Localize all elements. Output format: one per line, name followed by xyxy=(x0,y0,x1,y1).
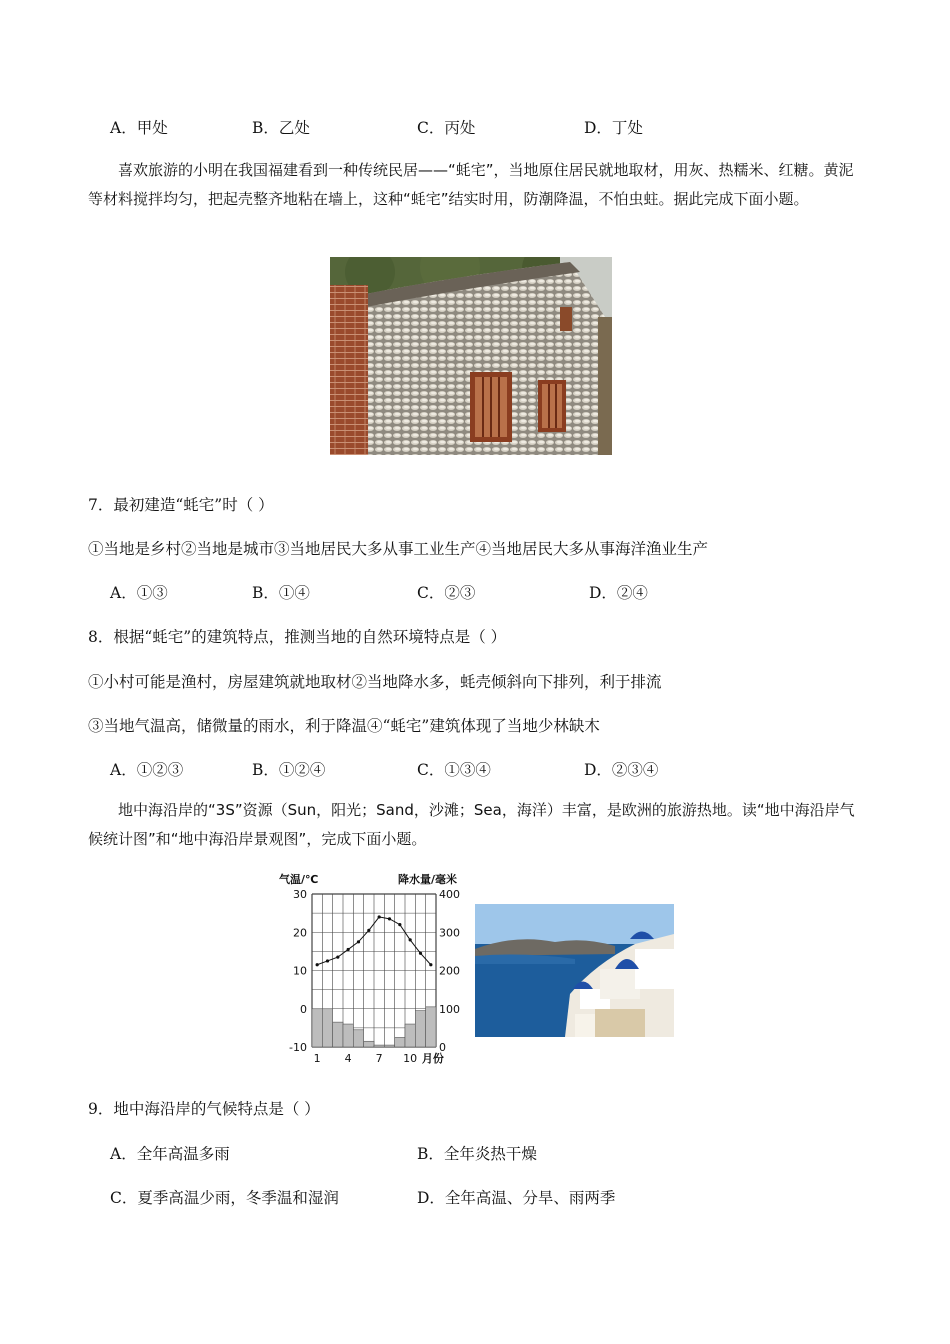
precipitation-tick-label: 100 xyxy=(439,1002,460,1016)
precipitation-bar xyxy=(333,1022,343,1047)
precipitation-bar xyxy=(353,1030,363,1047)
precipitation-bar xyxy=(395,1037,405,1047)
q9-stem: 9．地中海沿岸的气候特点是（ ） xyxy=(88,1100,320,1118)
precipitation-tick-label: 200 xyxy=(439,964,460,978)
month-tick-label: 1 xyxy=(313,1052,321,1065)
q8-option-b: B．①②④ xyxy=(252,761,326,779)
oyster-house-illustration xyxy=(330,257,612,455)
q7-statements: ①当地是乡村②当地是城市③当地居民大多从事工业生产④当地居民大多从事海洋渔业生产 xyxy=(88,540,709,558)
precipitation-bar xyxy=(322,1009,332,1047)
temperature-point xyxy=(398,923,401,926)
oyster-house-photo xyxy=(330,257,612,455)
precipitation-bar xyxy=(343,1024,353,1047)
q7-option-b: B．①④ xyxy=(252,584,310,602)
precipitation-bar xyxy=(312,1009,322,1047)
temperature-point xyxy=(357,940,360,943)
mediterranean-landscape-photo xyxy=(475,904,674,1037)
precipitation-bar xyxy=(364,1041,374,1047)
temperature-point xyxy=(429,963,432,966)
q7-option-c: C．②③ xyxy=(417,584,476,602)
temperature-tick-label: 0 xyxy=(300,1002,307,1016)
q8-option-a: A．①②③ xyxy=(110,761,184,779)
q6-option-b: B．乙处 xyxy=(252,119,310,137)
temperature-point xyxy=(388,917,391,920)
intro-text-2: 地中海沿岸的“3S”资源（Sun，阳光；Sand，沙滩；Sea，海洋）丰富，是欧洲的旅游热地。读“地中海沿岸气候统计图”和“地中海沿岸景观图”，完成下面小题。 xyxy=(88,801,855,848)
temperature-point xyxy=(336,956,339,959)
month-tick-label: 10 xyxy=(403,1052,418,1065)
q9-option-c: C．夏季高温少雨，冬季温和湿润 xyxy=(110,1189,339,1207)
temperature-point xyxy=(326,959,329,962)
temperature-tick-label: 20 xyxy=(293,926,307,940)
precipitation-bar xyxy=(384,1045,394,1047)
temperature-tick-label: -10 xyxy=(289,1041,307,1054)
temperature-point xyxy=(419,952,422,955)
climate-chart-svg xyxy=(275,868,465,1073)
precipitation-bar xyxy=(374,1045,384,1047)
intro-paragraph-oyster-house xyxy=(88,156,868,214)
q7-stem: 7．最初建造“蚝宅”时（ ） xyxy=(88,496,274,514)
intro-paragraph-mediterranean xyxy=(88,796,868,854)
month-tick-label: 4 xyxy=(344,1052,352,1065)
mediterranean-landscape-illustration xyxy=(475,904,674,1037)
temperature-point xyxy=(316,963,319,966)
q9-option-d: D．全年高温、分旱、雨两季 xyxy=(417,1189,616,1207)
precipitation-bar xyxy=(426,1007,436,1047)
q7-option-d: D．②④ xyxy=(589,584,648,602)
q7-option-a: A．①③ xyxy=(110,584,168,602)
q8-stem: 8．根据“蚝宅”的建筑特点，推测当地的自然环境特点是（ ） xyxy=(88,628,507,646)
temperature-point xyxy=(409,938,412,941)
temperature-point xyxy=(367,929,370,932)
temperature-tick-label: 10 xyxy=(293,964,307,978)
q8-statement-line1: ①小村可能是渔村，房屋建筑就地取材②当地降水多，蚝壳倾斜向下排列，利于排流 xyxy=(88,673,662,691)
month-axis-label: 月份 xyxy=(421,1052,444,1065)
intro-text-1: 喜欢旅游的小明在我国福建看到一种传统民居——“蚝宅”，当地原住居民就地取材，用灰、热糯米、红糖。黄泥等材料搅拌均匀，把起壳整齐地粘在墙上，这种“蚝宅”结实时用，防潮降温，不怕虫蛀。据此完成下面小题。 xyxy=(88,161,854,208)
temperature-tick-label: 30 xyxy=(293,888,307,901)
q6-option-a: A．甲处 xyxy=(110,119,168,137)
climate-chart xyxy=(275,868,465,1073)
q8-statement-line2: ③当地气温高，储微量的雨水，利于降温④“蚝宅”建筑体现了当地少林缺木 xyxy=(88,717,600,735)
q6-option-d: D．丁处 xyxy=(584,119,643,137)
temperature-point xyxy=(347,948,350,951)
temperature-axis-label: 气温/℃ xyxy=(279,873,319,886)
q8-option-d: D．②③④ xyxy=(584,761,659,779)
precipitation-tick-label: 400 xyxy=(439,888,460,901)
precipitation-axis-label: 降水量/毫米 xyxy=(397,873,457,886)
q6-option-c: C．丙处 xyxy=(417,119,476,137)
temperature-point xyxy=(378,915,381,918)
q8-option-c: C．①③④ xyxy=(417,761,491,779)
precipitation-tick-label: 0 xyxy=(439,1041,446,1054)
precipitation-bar xyxy=(405,1024,415,1047)
q9-option-b: B．全年炎热干燥 xyxy=(417,1145,537,1163)
month-tick-label: 7 xyxy=(375,1052,383,1065)
precipitation-tick-label: 300 xyxy=(439,926,460,940)
q9-option-a: A．全年高温多雨 xyxy=(110,1145,230,1163)
precipitation-bar xyxy=(415,1011,425,1047)
